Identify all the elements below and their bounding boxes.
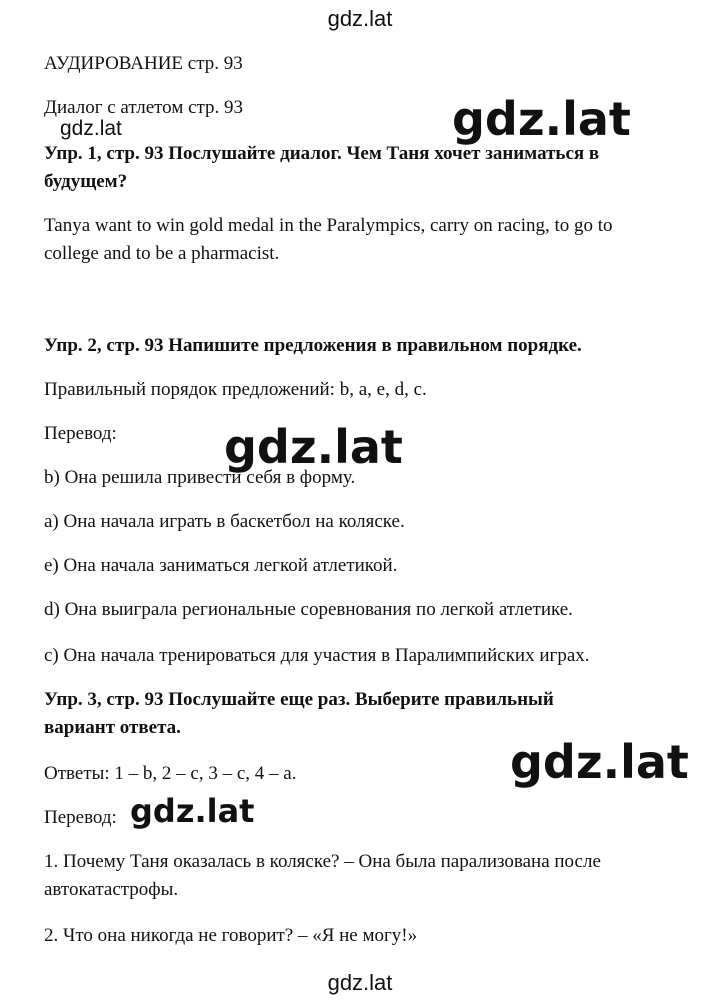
ex2-item-d: d) Она выиграла региональные соревнования по легкой атлетике. <box>44 599 573 620</box>
watermark-top: gdz.lat <box>327 6 393 31</box>
ex3-heading-line2: вариант ответа. <box>44 717 181 738</box>
ex1-heading-line1: Упр. 1, стр. 93 Послушайте диалог. Чем Таня хочет заниматься в <box>44 143 600 164</box>
watermark-medium: gdz.lat <box>130 792 255 830</box>
ex1-heading-line2: будущем? <box>44 171 128 192</box>
watermark-bottom: gdz.lat <box>327 970 393 995</box>
ex2-item-b: b) Она решила привести себя в форму. <box>44 467 356 488</box>
ex2-item-e: e) Она начала заниматься легкой атлетикой. <box>44 555 398 576</box>
watermark-large-2: gdz.lat <box>224 420 403 474</box>
ex2-item-c: c) Она начала тренироваться для участия в Паралимпийских играх. <box>44 645 590 666</box>
ex2-item-a: a) Она начала играть в баскетбол на коляске. <box>44 511 405 532</box>
ex1-answer-line1: Tanya want to win gold medal in the Paralympics, carry on racing, to go to <box>44 215 613 236</box>
section-title: АУДИРОВАНИЕ стр. 93 <box>44 53 243 74</box>
watermark-large-3: gdz.lat <box>510 735 689 789</box>
ex3-q1-line2: автокатастрофы. <box>44 879 179 900</box>
watermark-large-1: gdz.lat <box>452 92 631 146</box>
ex2-heading: Упр. 2, стр. 93 Напишите предложения в правильном порядке. <box>44 335 582 356</box>
ex3-translation-label: Перевод: <box>44 807 117 828</box>
subtitle: Диалог с атлетом стр. 93 <box>44 97 244 118</box>
ex2-order: Правильный порядок предложений: b, a, e, d, c. <box>44 379 427 400</box>
ex1-answer-line2: college and to be a pharmacist. <box>44 243 280 264</box>
ex3-q1-line1: 1. Почему Таня оказалась в коляске? – Она была парализована после <box>44 851 601 872</box>
ex3-answers: Ответы: 1 – b, 2 – c, 3 – c, 4 – a. <box>44 763 297 784</box>
ex2-translation-label: Перевод: <box>44 423 117 444</box>
ex3-q2: 2. Что она никогда не говорит? – «Я не могу!» <box>44 925 418 946</box>
watermark-small: gdz.lat <box>60 117 122 140</box>
ex3-heading-line1: Упр. 3, стр. 93 Послушайте еще раз. Выберите правильный <box>44 689 554 710</box>
